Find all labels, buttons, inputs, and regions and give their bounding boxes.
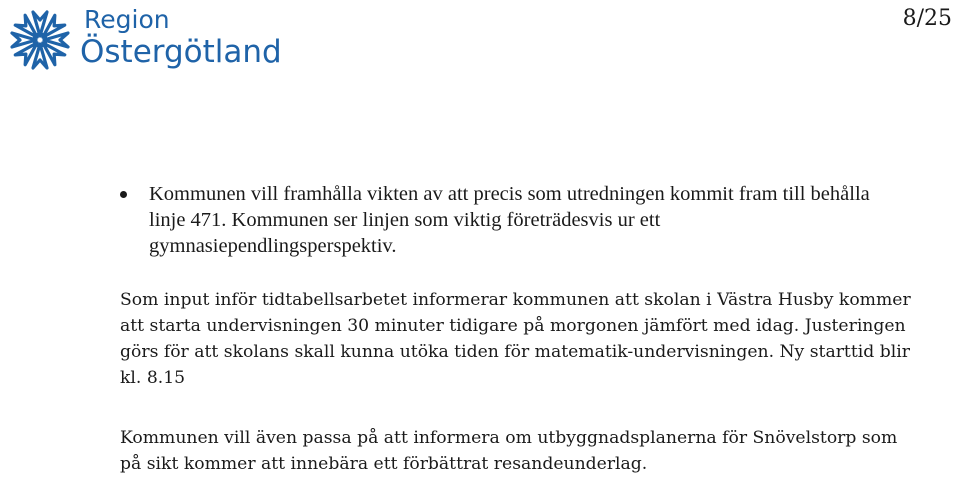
- flower-emblem-icon: [6, 6, 74, 74]
- bullet-marker: [120, 191, 127, 198]
- paragraph-tidtabell: Som input inför tidtabellsarbetet informerar kommunen att skolan i Västra Husby kommer att starta undervisningen 30 minuter tidigare på morgonen jämfört med idag. Justeringen görs för att skolans skall kunna utöka tiden för matematik-undervisningen. Ny starttid blir kl. 8.15: [120, 290, 911, 388]
- region-ostergotland-logo: [6, 4, 286, 76]
- logo-text-region: Region: [84, 5, 170, 34]
- bullet-text: Kommunen vill framhålla vikten av att precis som utredningen kommit fram till behålla linje 471. Kommunen ser linjen som viktig företrädesvis ur ett gymnasiependlingsperspektiv.: [149, 183, 870, 257]
- page-number: 8/25: [902, 6, 952, 31]
- logo-text-ostergotland: Östergötland: [80, 34, 282, 70]
- paragraph-snovelstorp: Kommunen vill även passa på att informera om utbyggnadsplanerna för Snövelstorp som på sikt kommer att innebära ett förbättrat resandeunderlag.: [120, 428, 898, 474]
